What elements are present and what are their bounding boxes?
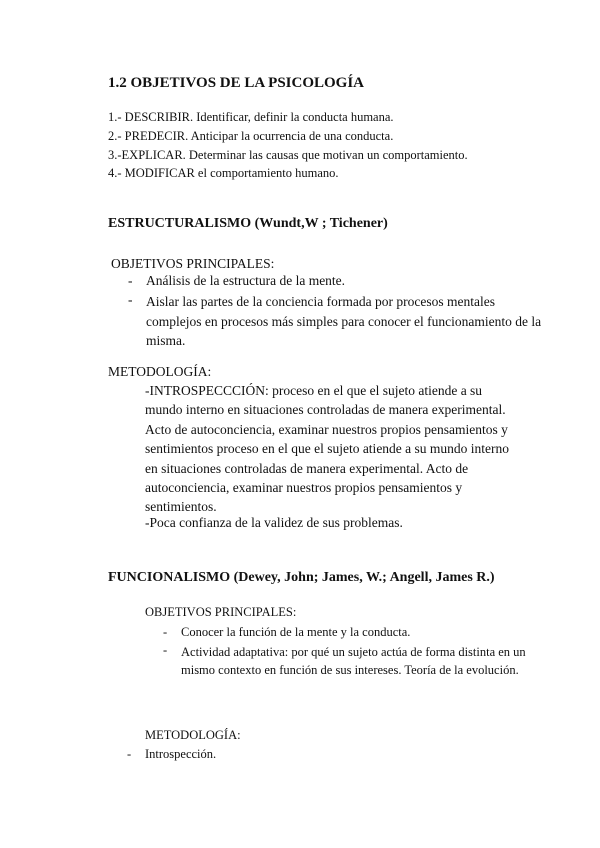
estructuralismo-objective-1-text: Análisis de la estructura de la mente. (146, 273, 346, 288)
estructuralismo-method-extra: -Poca confianza de la validez de sus problemas. (145, 515, 403, 530)
estructuralismo-method-label: METODOLOGÍA: (108, 364, 212, 379)
dash-bullet: - (128, 273, 133, 288)
estructuralismo-objectives-label: OBJETIVOS PRINCIPALES: (111, 256, 275, 271)
funcionalismo-method-label: METODOLOGÍA: (145, 728, 241, 742)
section-title-estructuralismo: ESTRUCTURALISMO (Wundt,W ; Tichener) (108, 216, 388, 231)
dash-bullet: - (127, 747, 132, 761)
objective-item-1: 1.- DESCRIBIR. Identificar, definir la conducta humana. (108, 110, 394, 124)
section-title-objetivos: 1.2 OBJETIVOS DE LA PSICOLOGÍA (108, 75, 365, 91)
funcionalismo-objective-2-text: Actividad adaptativa: por qué un sujeto actúa de forma distinta en un mismo contexto en función de sus intereses. Teoría de la evolución. (181, 645, 526, 677)
objective-item-2: 2.- PREDECIR. Anticipar la ocurrencia de una conducta. (108, 129, 394, 143)
funcionalismo-method-1-text: Introspección. (145, 747, 217, 761)
section-title-funcionalismo: FUNCIONALISMO (Dewey, John; James, W.; Angell, James R.) (108, 570, 495, 585)
objective-item-4: 4.- MODIFICAR el comportamiento humano. (108, 166, 339, 180)
estructuralismo-objective-2-text: Aislar las partes de la conciencia formada por procesos mentales complejos en procesos más simples para conocer el funcionamiento de la misma. (146, 294, 542, 348)
objective-item-3: 3.-EXPLICAR. Determinar las causas que motivan un comportamiento. (108, 148, 468, 162)
funcionalismo-objective-1-text: Conocer la función de la mente y la conducta. (181, 625, 411, 639)
dash-bullet: - (163, 625, 168, 639)
dash-bullet: - (163, 643, 168, 657)
dash-bullet: - (128, 292, 133, 307)
estructuralismo-method-text: -INTROSPECCCIÓN: proceso en el que el sujeto atiende a su mundo interno en situaciones controladas de manera experimental. Acto de autoconciencia, examinar nuestros propios pensamientos y sentimientos proceso en el que el sujeto atiende a su mundo interno en situaciones controladas de manera experimental. Acto de autoconciencia, examinar nuestros propios pensamientos y sentimientos. (145, 383, 510, 515)
funcionalismo-objectives-label: OBJETIVOS PRINCIPALES: (145, 605, 297, 619)
